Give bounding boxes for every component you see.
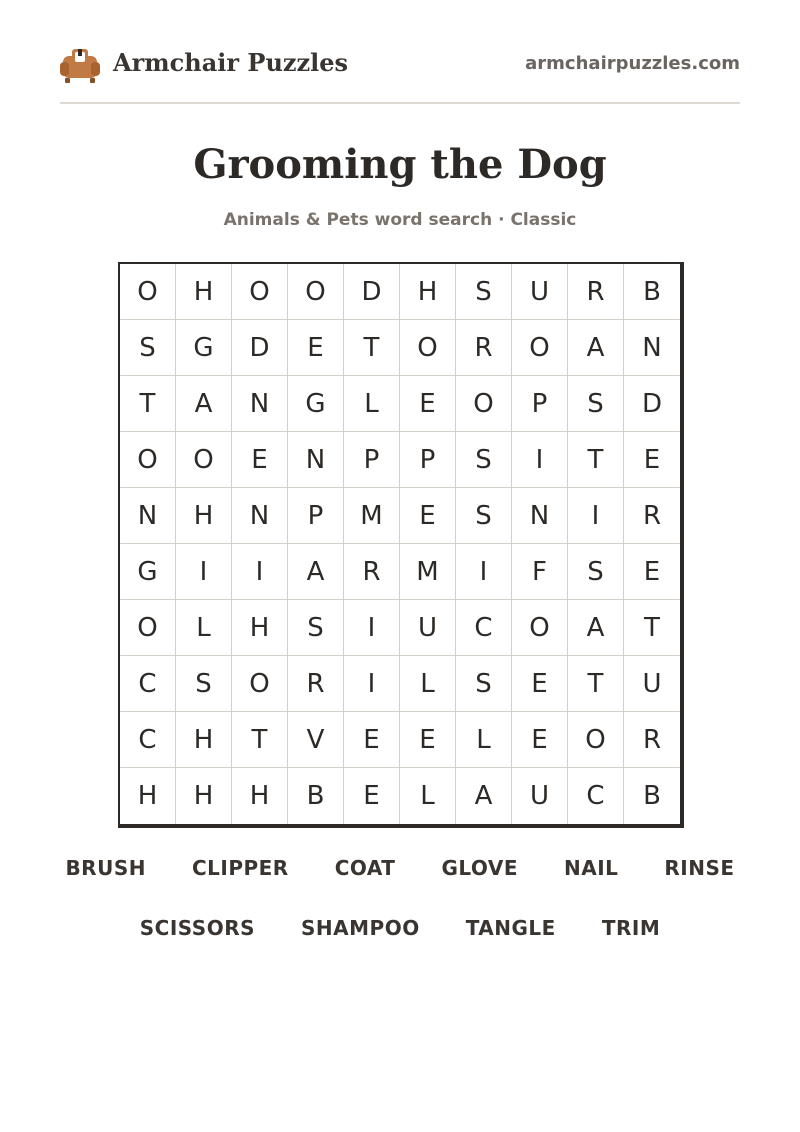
grid-cell[interactable]: V [288, 712, 344, 768]
grid-cell[interactable]: I [344, 656, 400, 712]
word-list [40, 856, 760, 940]
grid-cell[interactable]: O [120, 432, 176, 488]
grid-cell[interactable]: R [624, 712, 680, 768]
grid-cell[interactable]: N [120, 488, 176, 544]
armchair-icon [60, 46, 100, 84]
grid-cell[interactable]: O [568, 712, 624, 768]
word-list-item: SHAMPOO [301, 916, 420, 940]
grid-cell[interactable]: P [288, 488, 344, 544]
word-list-item: NAIL [564, 856, 619, 880]
grid-cell[interactable]: H [232, 768, 288, 824]
puzzle-subtitle: Animals & Pets word search · Classic [223, 210, 577, 230]
grid-cell[interactable]: S [176, 656, 232, 712]
grid-cell[interactable]: B [288, 768, 344, 824]
grid-cell[interactable]: S [456, 488, 512, 544]
grid-cell[interactable]: I [568, 488, 624, 544]
grid-cell[interactable]: T [120, 376, 176, 432]
grid-cell[interactable]: L [456, 712, 512, 768]
grid-cell[interactable]: N [232, 376, 288, 432]
grid-cell[interactable]: H [176, 768, 232, 824]
grid-cell[interactable]: R [288, 656, 344, 712]
grid-cell[interactable]: E [400, 712, 456, 768]
grid-cell[interactable]: E [624, 544, 680, 600]
grid-cell[interactable]: A [568, 600, 624, 656]
brand-name: Armchair Puzzles [113, 48, 349, 77]
grid-cell[interactable]: B [624, 264, 680, 320]
grid-cell[interactable]: N [624, 320, 680, 376]
grid-cell[interactable]: I [176, 544, 232, 600]
grid-cell[interactable]: S [456, 432, 512, 488]
grid-cell[interactable]: N [288, 432, 344, 488]
grid-cell[interactable]: L [400, 656, 456, 712]
grid-cell[interactable]: U [512, 768, 568, 824]
grid-cell[interactable]: M [344, 488, 400, 544]
grid-cell[interactable]: O [512, 320, 568, 376]
word-list-item: CLIPPER [191, 856, 289, 880]
grid-cell[interactable]: O [120, 600, 176, 656]
grid-cell[interactable]: H [176, 712, 232, 768]
grid-cell[interactable]: O [232, 656, 288, 712]
grid-cell[interactable]: G [120, 544, 176, 600]
grid-cell[interactable]: P [400, 432, 456, 488]
grid-cell[interactable]: D [344, 264, 400, 320]
grid-cell[interactable]: R [456, 320, 512, 376]
grid-cell[interactable]: O [176, 432, 232, 488]
grid-cell[interactable]: H [176, 264, 232, 320]
word-list-item: RINSE [664, 856, 735, 880]
grid-cell[interactable]: E [624, 432, 680, 488]
grid-cell[interactable]: R [568, 264, 624, 320]
grid-cell[interactable]: S [456, 264, 512, 320]
grid-cell[interactable]: N [232, 488, 288, 544]
grid-cell[interactable]: E [512, 712, 568, 768]
grid-cell[interactable]: A [176, 376, 232, 432]
grid-cell[interactable]: C [456, 600, 512, 656]
word-list-item: SCISSORS [139, 916, 256, 940]
grid-cell[interactable]: T [344, 320, 400, 376]
grid-cell[interactable]: G [176, 320, 232, 376]
grid-cell[interactable]: E [232, 432, 288, 488]
grid-cell[interactable]: O [288, 264, 344, 320]
grid-cell[interactable]: T [624, 600, 680, 656]
grid-cell[interactable]: O [400, 320, 456, 376]
grid-cell[interactable]: U [512, 264, 568, 320]
grid-cell[interactable]: I [232, 544, 288, 600]
grid-cell[interactable]: H [120, 768, 176, 824]
grid-cell[interactable]: L [400, 768, 456, 824]
grid-cell[interactable]: C [568, 768, 624, 824]
grid-cell[interactable]: P [344, 432, 400, 488]
grid-cell[interactable]: R [624, 488, 680, 544]
grid-cell[interactable]: N [512, 488, 568, 544]
grid-cell[interactable]: C [120, 656, 176, 712]
site-url[interactable]: armchairpuzzles.com [525, 53, 740, 74]
grid-cell[interactable]: F [512, 544, 568, 600]
page-header [60, 40, 740, 104]
grid-cell[interactable]: O [456, 376, 512, 432]
grid-cell[interactable]: A [288, 544, 344, 600]
grid-cell[interactable]: O [512, 600, 568, 656]
grid-cell[interactable]: I [456, 544, 512, 600]
letter-grid [118, 262, 684, 828]
grid-cell[interactable]: T [232, 712, 288, 768]
word-list-item: COAT [334, 856, 396, 880]
grid-cell[interactable]: C [120, 712, 176, 768]
word-list-item: TANGLE [465, 916, 556, 940]
grid-cell[interactable]: R [344, 544, 400, 600]
grid-cell[interactable]: S [120, 320, 176, 376]
grid-cell[interactable]: O [120, 264, 176, 320]
grid-cell[interactable]: E [344, 768, 400, 824]
grid-cell[interactable]: H [176, 488, 232, 544]
grid-cell[interactable]: E [400, 376, 456, 432]
grid-cell[interactable]: G [288, 376, 344, 432]
grid-cell[interactable]: E [400, 488, 456, 544]
grid-cell[interactable]: H [232, 600, 288, 656]
grid-cell[interactable]: S [288, 600, 344, 656]
grid-cell[interactable]: D [624, 376, 680, 432]
grid-cell[interactable]: S [456, 656, 512, 712]
word-list-item: GLOVE [441, 856, 518, 880]
grid-cell[interactable]: A [456, 768, 512, 824]
grid-cell[interactable]: H [400, 264, 456, 320]
grid-cell[interactable]: O [232, 264, 288, 320]
grid-cell[interactable]: E [288, 320, 344, 376]
grid-cell[interactable]: P [512, 376, 568, 432]
puzzle-title: Grooming the Dog [193, 141, 607, 188]
grid-cell[interactable]: U [400, 600, 456, 656]
grid-cell[interactable]: T [568, 656, 624, 712]
word-list-item: TRIM [601, 916, 661, 940]
grid-cell[interactable]: S [568, 544, 624, 600]
grid-cell[interactable]: E [344, 712, 400, 768]
grid-cell[interactable]: S [568, 376, 624, 432]
grid-cell[interactable]: U [624, 656, 680, 712]
grid-cell[interactable]: I [512, 432, 568, 488]
word-list-item: BRUSH [65, 856, 146, 880]
grid-cell[interactable]: T [568, 432, 624, 488]
grid-cell[interactable]: D [232, 320, 288, 376]
grid-cell[interactable]: L [344, 376, 400, 432]
grid-cell[interactable]: E [512, 656, 568, 712]
grid-cell[interactable]: M [400, 544, 456, 600]
grid-cell[interactable]: A [568, 320, 624, 376]
grid-cell[interactable]: I [344, 600, 400, 656]
grid-cell[interactable]: B [643, 781, 661, 811]
grid-cell[interactable]: L [176, 600, 232, 656]
